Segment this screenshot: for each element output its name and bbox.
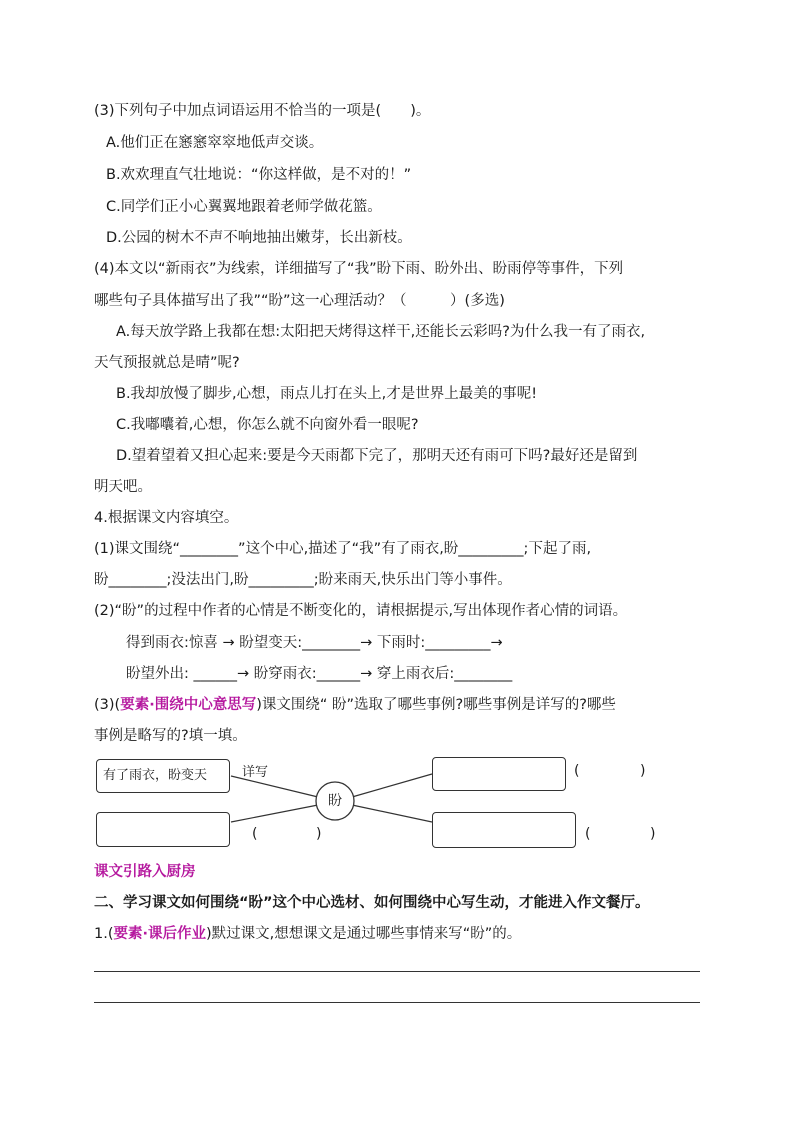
- diagram-paren-top-close: ): [640, 763, 646, 779]
- p3-tag: 要素·围绕中心意思写: [120, 697, 257, 713]
- section4-p3-line1: [94, 695, 616, 715]
- q4-option-a-line2: 天气预报就总是晴”呢?: [94, 355, 240, 371]
- part2-q1: [94, 924, 521, 944]
- answer-line-1[interactable]: [94, 971, 700, 972]
- q3-stem: (3)下列句子中加点词语运用不恰当的一项是( )。: [94, 103, 431, 119]
- q3-option-b: B.欢欢理直气壮地说：“你这样做，是不对的！”: [106, 167, 412, 183]
- p3-prefix: (3)(: [94, 697, 121, 713]
- part2-title: 二、学习课文如何围绕“盼”这个中心选材、如何围绕中心写生动，才能进入作文餐厅。: [94, 895, 650, 911]
- q4-option-c: C.我嘟囔着,心想，你怎么就不向窗外看一眼呢?: [116, 417, 419, 433]
- kitchen-heading: 课文引路入厨房: [94, 864, 196, 880]
- diagram-paren-bottom-close: ): [650, 826, 656, 842]
- section4-title: 4.根据课文内容填空。: [94, 510, 239, 526]
- q4-option-b: B.我却放慢了脚步,心想，雨点儿打在头上,才是世界上最美的事呢!: [116, 386, 538, 402]
- diagram-paren-bottom-open: (: [585, 826, 591, 842]
- q3-option-a: A.他们正在窸窸窣窣地低声交谈。: [106, 135, 324, 151]
- q3-option-c: C.同学们正小心翼翼地跟着老师学做花篮。: [106, 199, 382, 215]
- part2-q1-prefix: 1.(: [94, 926, 114, 942]
- diagram-box1-text: 有了雨衣，盼变天: [103, 768, 208, 783]
- diagram-paren-left-open: (: [252, 826, 258, 842]
- section4-p2-stem: (2)“盼”的过程中作者的心情是不断变化的，请根据提示,写出体现作者心情的词语。: [94, 603, 628, 619]
- part2-q1-tag: 要素·课后作业: [113, 926, 207, 942]
- section4-p1-line2: 盼________;没法出门,盼_________;盼来雨天,快乐出门等小事件。: [94, 572, 512, 588]
- diagram-box-detailed-known: [96, 759, 230, 793]
- p3-suffix: )课文围绕“ 盼”选取了哪些事例?哪些事例是详写的?哪些: [256, 697, 616, 713]
- diagram-paren-left-close: ): [316, 826, 322, 842]
- diagram-edge-label: 详写: [242, 765, 269, 780]
- answer-line-2[interactable]: [94, 1002, 700, 1003]
- event-diagram: [94, 752, 654, 850]
- diagram-box-blank-top-right[interactable]: [432, 757, 566, 791]
- diagram-center-label: 盼: [328, 793, 342, 809]
- diagram-paren-top-open: (: [574, 763, 580, 779]
- q4-option-a-line1: A.每天放学路上我都在想:太阳把天烤得这样干,还能长云彩吗?为什么我一有了雨衣,: [116, 324, 646, 340]
- section4-p3-line2: 事例是略写的?填一填。: [94, 728, 247, 744]
- q4-option-d-line1: D.望着望着又担心起来:要是今天雨都下完了，那明天还有雨可下吗?最好还是留到: [116, 448, 638, 464]
- section4-p2-row1: 得到雨衣:惊喜 → 盼望变天:________→ 下雨时:_________→: [126, 635, 503, 651]
- q4-stem-line1: (4)本文以“新雨衣”为线索，详细描写了“我”盼下雨、盼外出、盼雨停等事件，下列: [94, 261, 624, 277]
- q4-stem-line2: 哪些句子具体描写出了我”“盼”这一心理活动？（ ）(多选): [94, 293, 505, 309]
- q4-option-d-line2: 明天吧。: [94, 479, 152, 495]
- section4-p2-row2: 盼望外出: ______→ 盼穿雨衣:______→ 穿上雨衣后:________: [126, 666, 513, 682]
- diagram-box-blank-bottom-right[interactable]: [432, 812, 576, 848]
- section4-p1-line1: (1)课文围绕“________”这个中心,描述了“我”有了雨衣,盼_________;下起了雨,: [94, 541, 592, 557]
- part2-q1-suffix: )默过课文,想想课文是通过哪些事情来写“盼”的。: [206, 926, 522, 942]
- diagram-box-blank-left[interactable]: [96, 812, 230, 847]
- q3-option-d: D.公园的树木不声不响地抽出嫩芽，长出新枝。: [106, 230, 412, 246]
